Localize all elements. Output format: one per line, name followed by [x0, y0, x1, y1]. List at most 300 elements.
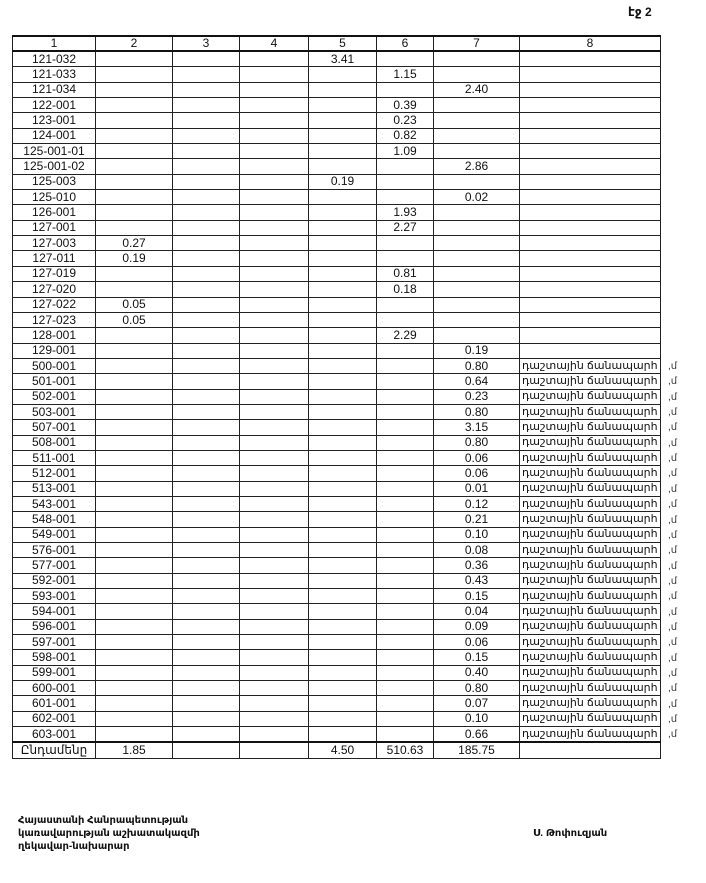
- table-cell: [377, 619, 434, 634]
- table-cell: [173, 619, 240, 634]
- table-row: [13, 619, 661, 634]
- table-cell: [96, 681, 173, 696]
- table-cell: [173, 573, 240, 588]
- margin-mark: ,մ: [668, 575, 678, 587]
- margin-mark: ,մ: [668, 407, 678, 419]
- table-cell: [377, 543, 434, 558]
- table-cell: [240, 297, 309, 312]
- total-cell: [520, 742, 661, 758]
- table-cell: դաշտային ճանապարհ: [520, 374, 661, 389]
- table-cell: [96, 711, 173, 726]
- table-cell: [377, 435, 434, 450]
- signatory-name: Ս. Թոփուզյան: [533, 828, 608, 839]
- table-cell: [240, 573, 309, 588]
- parcel-code-cell: 125-003: [13, 174, 96, 189]
- table-cell: [377, 389, 434, 404]
- table-cell: [520, 205, 661, 220]
- table-cell: [173, 650, 240, 665]
- margin-mark: ,մ: [668, 729, 678, 741]
- table-cell: [520, 174, 661, 189]
- table-row: [13, 727, 661, 743]
- table-cell: [96, 51, 173, 67]
- parcel-code-cell: 122-001: [13, 98, 96, 113]
- table-cell: [377, 604, 434, 619]
- table-row: [13, 635, 661, 650]
- table-row: [13, 98, 661, 113]
- table-row: [13, 450, 661, 465]
- table-cell: [377, 558, 434, 573]
- table-cell: [173, 589, 240, 604]
- table-row: [13, 312, 661, 327]
- table-cell: [96, 374, 173, 389]
- margin-mark: ,մ: [668, 606, 678, 618]
- table-cell: [173, 481, 240, 496]
- table-cell: [96, 82, 173, 97]
- table-row: [13, 573, 661, 588]
- parcel-code-cell: 594-001: [13, 604, 96, 619]
- table-cell: [173, 220, 240, 235]
- table-cell: [96, 190, 173, 205]
- parcel-code-cell: 513-001: [13, 481, 96, 496]
- table-row: [13, 343, 661, 358]
- table-cell: 0.04: [434, 604, 520, 619]
- table-row: [13, 220, 661, 235]
- table-row: [13, 67, 661, 82]
- table-cell: դաշտային ճանապարհ: [520, 404, 661, 419]
- table-cell: [309, 282, 377, 297]
- table-cell: [309, 727, 377, 743]
- table-row: [13, 82, 661, 97]
- table-cell: [377, 420, 434, 435]
- table-cell: [377, 635, 434, 650]
- margin-mark: ,մ: [668, 483, 678, 495]
- table-cell: դաշտային ճանապարհ: [520, 435, 661, 450]
- table-cell: 0.05: [96, 312, 173, 327]
- table-cell: [434, 67, 520, 82]
- table-cell: 1.93: [377, 205, 434, 220]
- table-cell: [309, 573, 377, 588]
- table-cell: [520, 144, 661, 159]
- parcel-code-cell: 124-001: [13, 128, 96, 143]
- table-cell: [309, 512, 377, 527]
- table-row: [13, 711, 661, 726]
- table-cell: [96, 619, 173, 634]
- table-cell: [240, 543, 309, 558]
- table-cell: [173, 328, 240, 343]
- table-cell: 0.27: [96, 236, 173, 251]
- table-cell: [309, 527, 377, 542]
- table-cell: [240, 404, 309, 419]
- table-cell: 0.80: [434, 358, 520, 373]
- table-cell: դաշտային ճանապարհ: [520, 619, 661, 634]
- table-cell: դաշտային ճանապարհ: [520, 481, 661, 496]
- parcel-code-cell: 549-001: [13, 527, 96, 542]
- table-cell: [240, 190, 309, 205]
- table-cell: [309, 496, 377, 511]
- table-cell: [434, 282, 520, 297]
- parcel-code-cell: 597-001: [13, 635, 96, 650]
- table-cell: 0.06: [434, 466, 520, 481]
- table-cell: դաշտային ճանապարհ: [520, 389, 661, 404]
- table-cell: [377, 573, 434, 588]
- table-row: [13, 159, 661, 174]
- column-header: 2: [96, 36, 173, 51]
- table-cell: [173, 174, 240, 189]
- table-cell: [240, 665, 309, 680]
- table-cell: [520, 297, 661, 312]
- table-row: [13, 113, 661, 128]
- parcel-code-cell: 123-001: [13, 113, 96, 128]
- parcel-code-cell: 500-001: [13, 358, 96, 373]
- table-cell: 0.10: [434, 711, 520, 726]
- table-cell: [434, 220, 520, 235]
- table-cell: [96, 358, 173, 373]
- table-cell: [377, 466, 434, 481]
- table-cell: [240, 435, 309, 450]
- margin-mark: ,մ: [668, 621, 678, 633]
- table-cell: [173, 604, 240, 619]
- table-cell: [173, 266, 240, 281]
- table-cell: 1.15: [377, 67, 434, 82]
- table-cell: [309, 128, 377, 143]
- table-cell: [240, 696, 309, 711]
- table-cell: դաշտային ճանապարհ: [520, 558, 661, 573]
- table-cell: [377, 727, 434, 743]
- table-cell: [309, 558, 377, 573]
- table-cell: [173, 98, 240, 113]
- table-cell: [173, 543, 240, 558]
- table-cell: [434, 251, 520, 266]
- table-cell: 0.36: [434, 558, 520, 573]
- table-cell: 0.19: [309, 174, 377, 189]
- table-cell: [520, 251, 661, 266]
- margin-mark: ,մ: [668, 591, 678, 603]
- table-cell: 0.43: [434, 573, 520, 588]
- table-cell: [96, 496, 173, 511]
- parcel-code-cell: 502-001: [13, 389, 96, 404]
- table-row: [13, 496, 661, 511]
- column-header: 8: [520, 36, 661, 51]
- table-cell: [240, 558, 309, 573]
- table-cell: [309, 266, 377, 281]
- parcel-code-cell: 127-019: [13, 266, 96, 281]
- table-cell: [173, 420, 240, 435]
- table-cell: [309, 650, 377, 665]
- parcel-code-cell: 576-001: [13, 543, 96, 558]
- table-cell: [240, 328, 309, 343]
- table-cell: [173, 358, 240, 373]
- margin-mark: ,մ: [668, 422, 678, 434]
- table-row: [13, 358, 661, 373]
- signature-title: [18, 814, 200, 853]
- table-cell: 0.12: [434, 496, 520, 511]
- parcel-code-cell: 512-001: [13, 466, 96, 481]
- table-row: [13, 665, 661, 680]
- parcel-code-cell: 548-001: [13, 512, 96, 527]
- parcel-code-cell: 121-033: [13, 67, 96, 82]
- parcel-code-cell: 125-010: [13, 190, 96, 205]
- total-cell: [240, 742, 309, 758]
- table-cell: [240, 496, 309, 511]
- table-cell: [309, 389, 377, 404]
- table-cell: [434, 236, 520, 251]
- table-cell: [377, 374, 434, 389]
- table-cell: [309, 159, 377, 174]
- table-cell: [309, 635, 377, 650]
- table-cell: դաշտային ճանապարհ: [520, 543, 661, 558]
- table-cell: [96, 466, 173, 481]
- table-cell: դաշտային ճանապարհ: [520, 727, 661, 743]
- table-cell: [240, 282, 309, 297]
- table-cell: [173, 466, 240, 481]
- table-cell: [173, 128, 240, 143]
- table-cell: [240, 450, 309, 465]
- table-cell: [173, 635, 240, 650]
- parcel-code-cell: 593-001: [13, 589, 96, 604]
- table-cell: [434, 98, 520, 113]
- table-cell: [173, 435, 240, 450]
- parcel-code-cell: 501-001: [13, 374, 96, 389]
- table-cell: [520, 312, 661, 327]
- column-header: 6: [377, 36, 434, 51]
- table-row: [13, 589, 661, 604]
- table-cell: [520, 82, 661, 97]
- table-cell: դաշտային ճանապարհ: [520, 635, 661, 650]
- total-cell: 185.75: [434, 742, 520, 758]
- parcel-code-cell: 121-034: [13, 82, 96, 97]
- table-cell: [96, 174, 173, 189]
- margin-mark: ,մ: [668, 698, 678, 710]
- table-cell: 0.02: [434, 190, 520, 205]
- table-cell: դաշտային ճանապարհ: [520, 681, 661, 696]
- total-cell: [173, 742, 240, 758]
- table-cell: [96, 450, 173, 465]
- table-cell: [309, 251, 377, 266]
- table-cell: [520, 236, 661, 251]
- column-header: 7: [434, 36, 520, 51]
- table-cell: 3.41: [309, 51, 377, 67]
- table-row: [13, 420, 661, 435]
- table-cell: 0.19: [434, 343, 520, 358]
- parcel-code-cell: 126-001: [13, 205, 96, 220]
- table-cell: [377, 251, 434, 266]
- parcel-code-cell: 503-001: [13, 404, 96, 419]
- table-cell: 1.09: [377, 144, 434, 159]
- table-cell: [520, 128, 661, 143]
- table-cell: [240, 67, 309, 82]
- table-cell: 0.09: [434, 619, 520, 634]
- parcel-code-cell: 125-001-01: [13, 144, 96, 159]
- table-cell: [240, 619, 309, 634]
- column-header: 5: [309, 36, 377, 51]
- table-cell: [240, 420, 309, 435]
- table-cell: [434, 144, 520, 159]
- table-cell: [240, 711, 309, 726]
- signature-line: կառավարության աշխատակազմի: [18, 828, 200, 839]
- table-cell: [377, 159, 434, 174]
- table-cell: 0.06: [434, 450, 520, 465]
- table-cell: [173, 51, 240, 67]
- table-cell: [377, 312, 434, 327]
- table-row: [13, 374, 661, 389]
- table-cell: [377, 236, 434, 251]
- table-cell: [96, 144, 173, 159]
- margin-mark: ,մ: [668, 437, 678, 449]
- parcel-code-cell: 127-001: [13, 220, 96, 235]
- table-cell: [96, 328, 173, 343]
- table-cell: [434, 113, 520, 128]
- table-row: [13, 266, 661, 281]
- table-cell: [520, 98, 661, 113]
- table-cell: [434, 174, 520, 189]
- table-row: [13, 466, 661, 481]
- table-cell: [240, 527, 309, 542]
- table-cell: [240, 82, 309, 97]
- table-cell: դաշտային ճանապարհ: [520, 650, 661, 665]
- table-cell: [520, 343, 661, 358]
- table-cell: [309, 113, 377, 128]
- table-cell: [309, 696, 377, 711]
- table-cell: [240, 98, 309, 113]
- total-label: Ընդամենը: [13, 742, 96, 758]
- parcel-code-cell: 543-001: [13, 496, 96, 511]
- table-cell: [309, 190, 377, 205]
- table-cell: [96, 696, 173, 711]
- table-cell: [173, 696, 240, 711]
- table-cell: [173, 665, 240, 680]
- table-cell: [173, 251, 240, 266]
- parcel-code-cell: 577-001: [13, 558, 96, 573]
- table-row: [13, 650, 661, 665]
- margin-mark: ,մ: [668, 668, 678, 679]
- table-row: [13, 251, 661, 266]
- table-cell: [309, 328, 377, 343]
- parcel-code-cell: 508-001: [13, 435, 96, 450]
- parcel-code-cell: 127-022: [13, 297, 96, 312]
- table-cell: [434, 297, 520, 312]
- table-cell: [240, 589, 309, 604]
- table-row: [13, 128, 661, 143]
- table-cell: [173, 404, 240, 419]
- table-row: [13, 297, 661, 312]
- table-cell: 0.80: [434, 404, 520, 419]
- parcel-code-cell: 603-001: [13, 727, 96, 743]
- table-cell: [309, 343, 377, 358]
- parcel-code-cell: 127-003: [13, 236, 96, 251]
- table-cell: [240, 174, 309, 189]
- table-cell: [173, 558, 240, 573]
- table-cell: [96, 635, 173, 650]
- table-cell: [377, 711, 434, 726]
- table-cell: [309, 435, 377, 450]
- table-cell: 0.64: [434, 374, 520, 389]
- table-cell: 0.15: [434, 589, 520, 604]
- table-cell: [377, 696, 434, 711]
- table-cell: [96, 589, 173, 604]
- table-cell: [520, 51, 661, 67]
- total-row: [13, 742, 661, 758]
- table-cell: [434, 266, 520, 281]
- table-cell: [434, 51, 520, 67]
- table-cell: [377, 665, 434, 680]
- table-cell: [377, 450, 434, 465]
- table-cell: [309, 312, 377, 327]
- table-cell: [96, 558, 173, 573]
- table-cell: [520, 159, 661, 174]
- table-cell: [240, 236, 309, 251]
- table-cell: 0.15: [434, 650, 520, 665]
- total-cell: 1.85: [96, 742, 173, 758]
- table-cell: 0.10: [434, 527, 520, 542]
- table-cell: [309, 404, 377, 419]
- table-cell: [309, 420, 377, 435]
- table-cell: [240, 635, 309, 650]
- table-cell: 0.82: [377, 128, 434, 143]
- table-cell: դաշտային ճանապարհ: [520, 665, 661, 680]
- table-row: [13, 558, 661, 573]
- table-cell: [240, 374, 309, 389]
- table-cell: 0.81: [377, 266, 434, 281]
- table-cell: [173, 113, 240, 128]
- table-cell: [96, 573, 173, 588]
- table-cell: [520, 220, 661, 235]
- table-cell: [377, 358, 434, 373]
- table-cell: 2.27: [377, 220, 434, 235]
- table-cell: [240, 481, 309, 496]
- table-cell: [173, 389, 240, 404]
- table-cell: դաշտային ճանապարհ: [520, 696, 661, 711]
- header-row: [13, 36, 661, 51]
- parcel-code-cell: 511-001: [13, 450, 96, 465]
- table-row: [13, 174, 661, 189]
- parcel-code-cell: 129-001: [13, 343, 96, 358]
- table-row: [13, 481, 661, 496]
- table-cell: [377, 190, 434, 205]
- table-cell: [240, 358, 309, 373]
- table-cell: [173, 82, 240, 97]
- table-cell: 0.66: [434, 727, 520, 743]
- table-cell: [240, 251, 309, 266]
- table-cell: [309, 711, 377, 726]
- table-cell: [240, 727, 309, 743]
- table-cell: [173, 343, 240, 358]
- table-cell: [96, 420, 173, 435]
- table-cell: [96, 266, 173, 281]
- margin-mark: ,մ: [668, 683, 678, 695]
- table-cell: [240, 681, 309, 696]
- table-cell: [309, 374, 377, 389]
- table-row: [13, 681, 661, 696]
- table-cell: [96, 282, 173, 297]
- table-cell: [173, 282, 240, 297]
- parcel-code-cell: 599-001: [13, 665, 96, 680]
- table-cell: դաշտային ճանապարհ: [520, 711, 661, 726]
- parcel-code-cell: 121-032: [13, 51, 96, 67]
- margin-mark: ,մ: [668, 453, 678, 465]
- table-cell: [96, 481, 173, 496]
- table-cell: դաշտային ճանապարհ: [520, 512, 661, 527]
- table-cell: [240, 113, 309, 128]
- table-cell: [96, 727, 173, 743]
- table-cell: [173, 144, 240, 159]
- table-row: [13, 512, 661, 527]
- table-cell: 2.29: [377, 328, 434, 343]
- table-cell: [173, 297, 240, 312]
- table-cell: [240, 650, 309, 665]
- table-cell: [377, 82, 434, 97]
- table-cell: [377, 650, 434, 665]
- table-cell: դաշտային ճանապարհ: [520, 496, 661, 511]
